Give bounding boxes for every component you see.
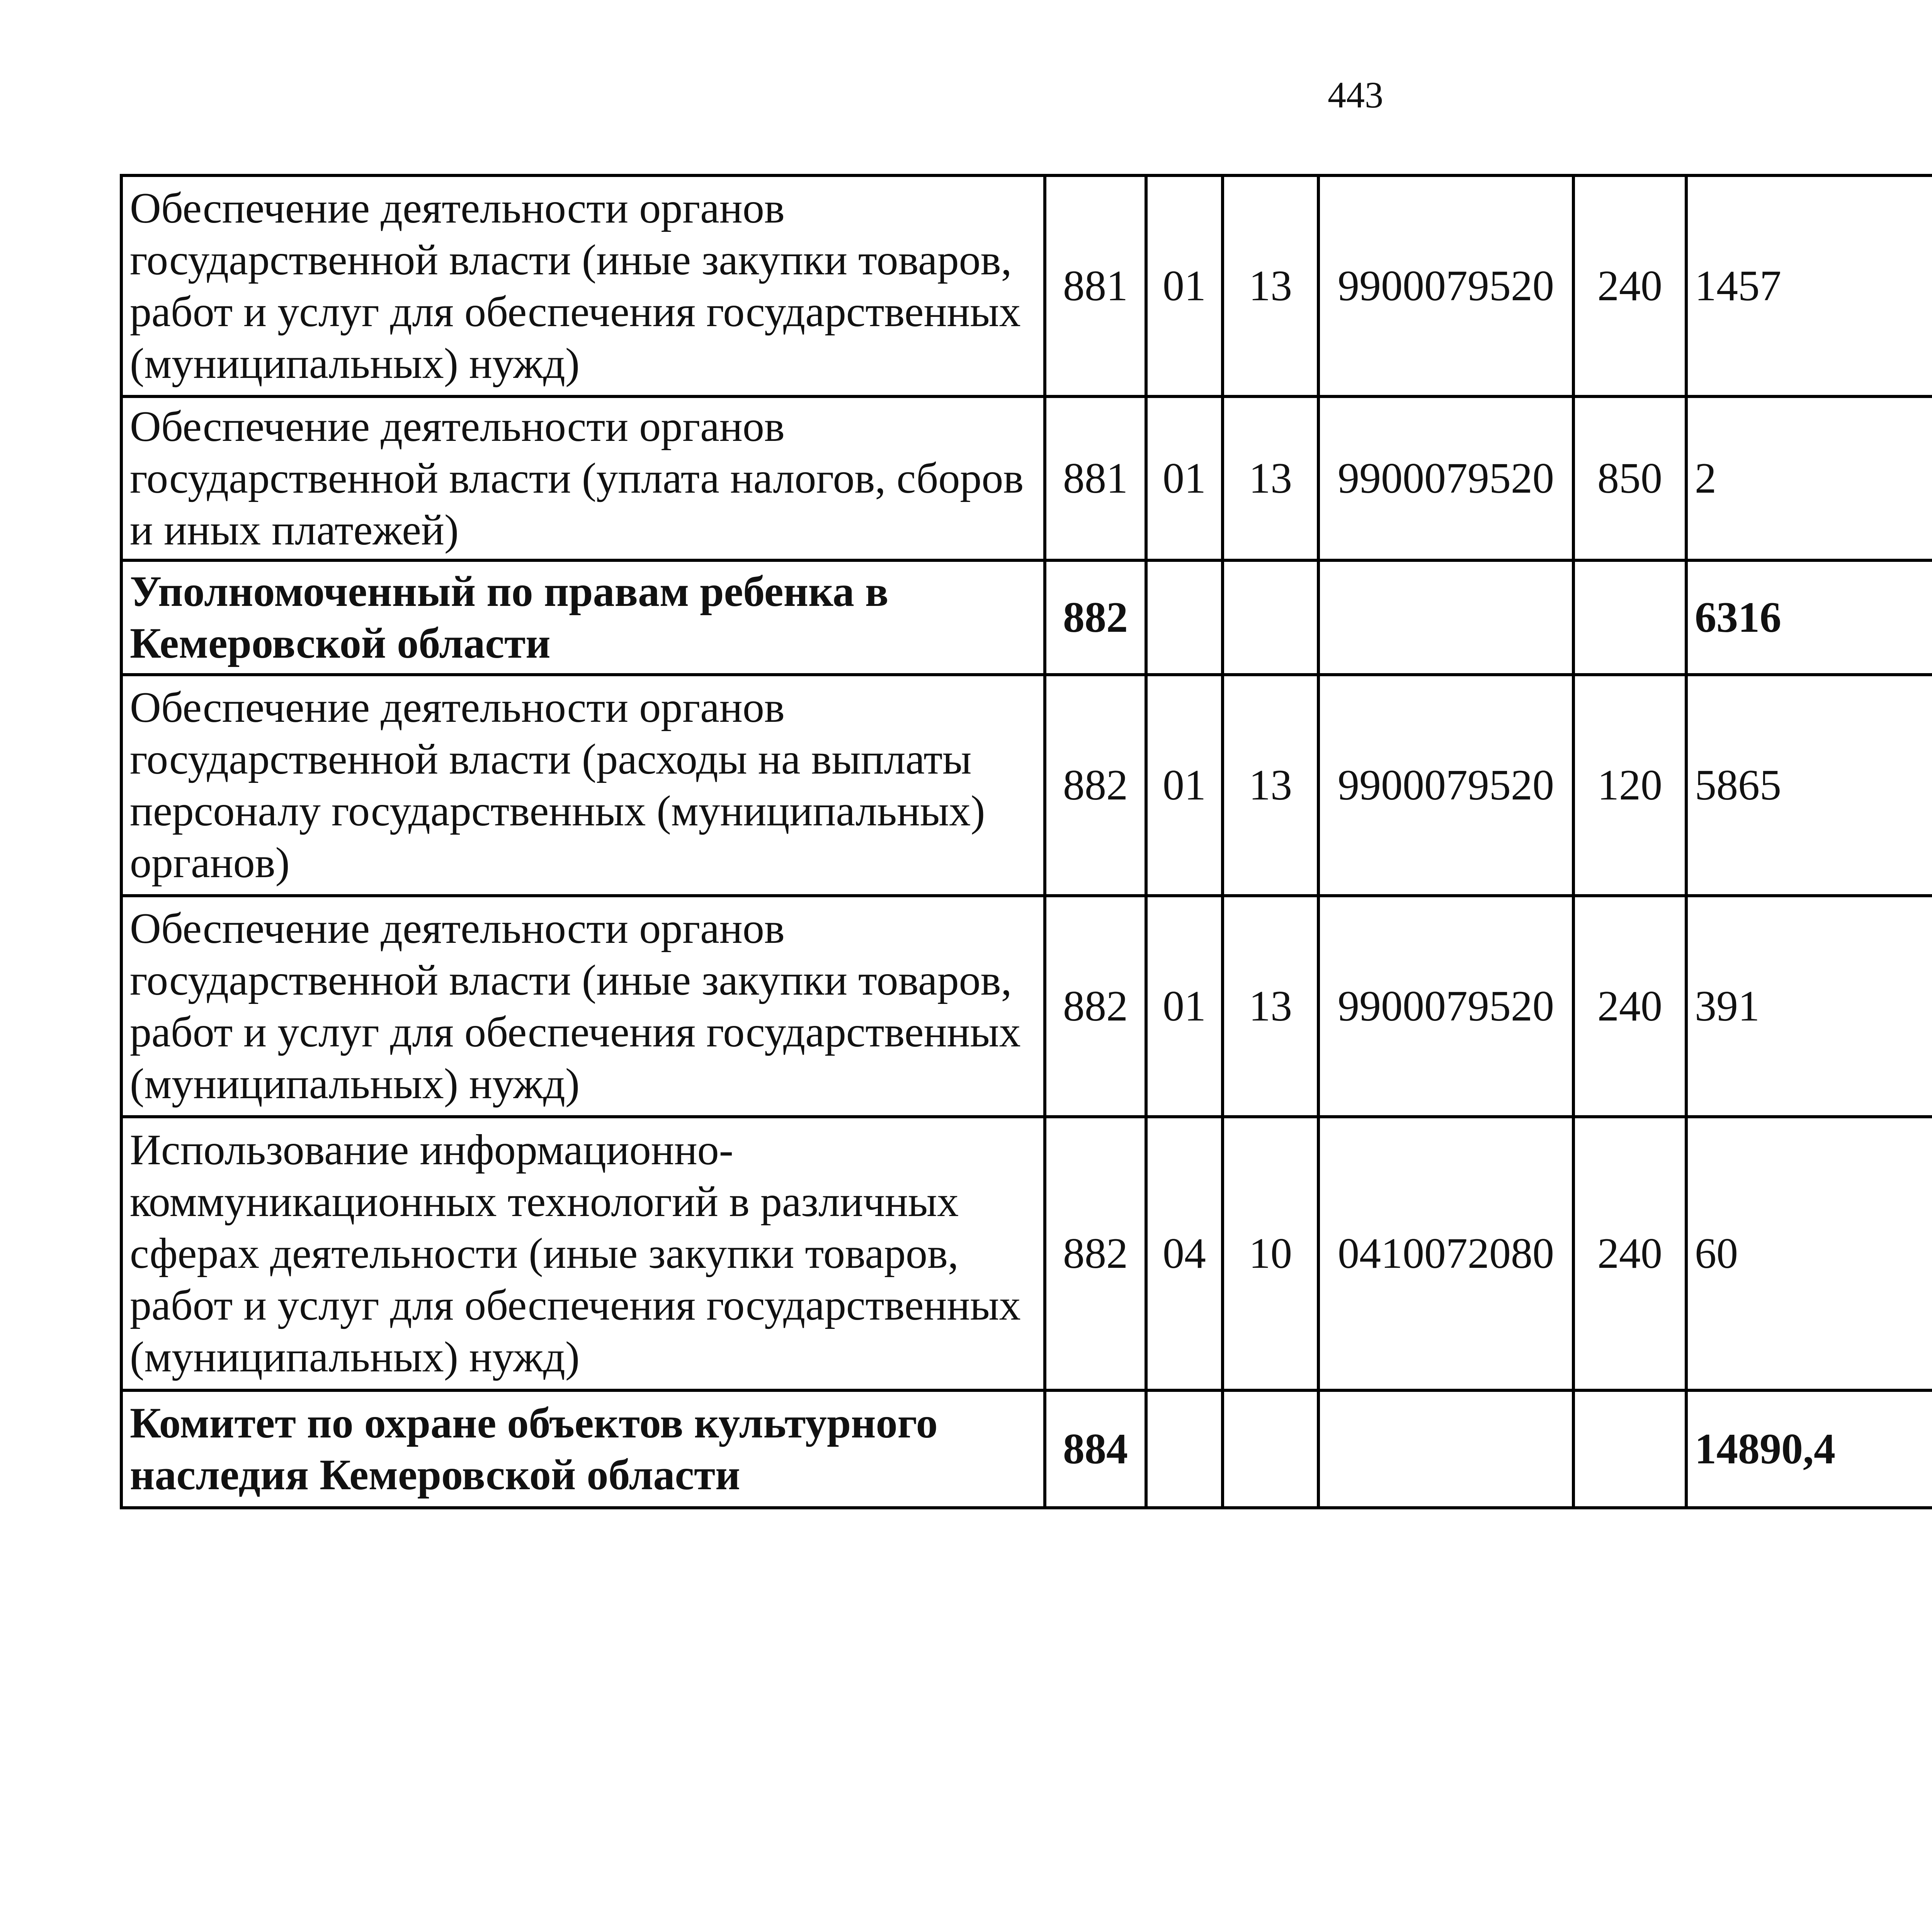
amount-year-1-cell: 5865 [1686,675,1932,896]
target-article-cell: 9900079520 [1318,396,1573,560]
amount-year-1-cell: 60 [1686,1117,1932,1390]
ministry-code-cell: 881 [1045,396,1146,560]
subsection-code-cell: 13 [1223,175,1318,396]
target-article-cell [1318,560,1573,675]
page-number: 443 [1328,74,1383,116]
expense-type-cell: 240 [1573,1117,1686,1390]
table-row [121,396,1932,560]
section-code-cell: 01 [1146,175,1223,396]
subsection-code-cell [1223,560,1318,675]
table-row [121,675,1932,896]
amount-year-1-cell: 391 [1686,896,1932,1117]
table-row [121,896,1932,1117]
table-row [121,1117,1932,1390]
target-article-cell: 9900079520 [1318,175,1573,396]
section-code-cell: 04 [1146,1117,1223,1390]
ministry-code-cell: 881 [1045,175,1146,396]
section-code-cell [1146,1390,1223,1508]
ministry-code-cell: 882 [1045,1117,1146,1390]
row-name-cell: Обеспечение деятельности органов государственной власти (уплата налогов, сборов и иных платежей) [121,396,1045,560]
target-article-cell: 9900079520 [1318,675,1573,896]
row-name-cell: Обеспечение деятельности органов государственной власти (расходы на выплаты персоналу государственных (муниципальных) органов) [121,675,1045,896]
row-name-cell: Обеспечение деятельности органов государственной власти (иные закупки товаров, работ и услуг для обеспечения государственных (муниципальных) нужд) [121,896,1045,1117]
subsection-code-cell: 10 [1223,1117,1318,1390]
expense-type-cell: 240 [1573,175,1686,396]
budget-table [120,174,1932,1509]
row-name-cell: Комитет по охране объектов культурного наследия Кемеровской области [121,1390,1045,1508]
table-row [121,1390,1932,1508]
expense-type-cell [1573,1390,1686,1508]
amount-year-1-cell: 14890,4 [1686,1390,1932,1508]
section-code-cell: 01 [1146,896,1223,1117]
target-article-cell: 9900079520 [1318,896,1573,1117]
subsection-code-cell: 13 [1223,896,1318,1117]
subsection-code-cell: 13 [1223,675,1318,896]
amount-year-1-cell: 1457 [1686,175,1932,396]
section-code-cell: 01 [1146,396,1223,560]
subsection-code-cell: 13 [1223,396,1318,560]
row-name-cell: Использование информационно-коммуникационных технологий в различных сферах деятельности (иные закупки товаров, работ и услуг для обеспечения государственных (муниципальных) нужд) [121,1117,1045,1390]
expense-type-cell: 850 [1573,396,1686,560]
target-article-cell [1318,1390,1573,1508]
table-row [121,560,1932,675]
row-name-cell: Уполномоченный по правам ребенка в Кемеровской области [121,560,1045,675]
ministry-code-cell: 884 [1045,1390,1146,1508]
expense-type-cell [1573,560,1686,675]
table-row [121,175,1932,396]
section-code-cell: 01 [1146,675,1223,896]
amount-year-1-cell: 6316 [1686,560,1932,675]
subsection-code-cell [1223,1390,1318,1508]
ministry-code-cell: 882 [1045,675,1146,896]
expense-type-cell: 120 [1573,675,1686,896]
expense-type-cell: 240 [1573,896,1686,1117]
section-code-cell [1146,560,1223,675]
amount-year-1-cell: 2 [1686,396,1932,560]
ministry-code-cell: 882 [1045,560,1146,675]
row-name-cell: Обеспечение деятельности органов государственной власти (иные закупки товаров, работ и услуг для обеспечения государственных (муниципальных) нужд) [121,175,1045,396]
ministry-code-cell: 882 [1045,896,1146,1117]
target-article-cell: 0410072080 [1318,1117,1573,1390]
